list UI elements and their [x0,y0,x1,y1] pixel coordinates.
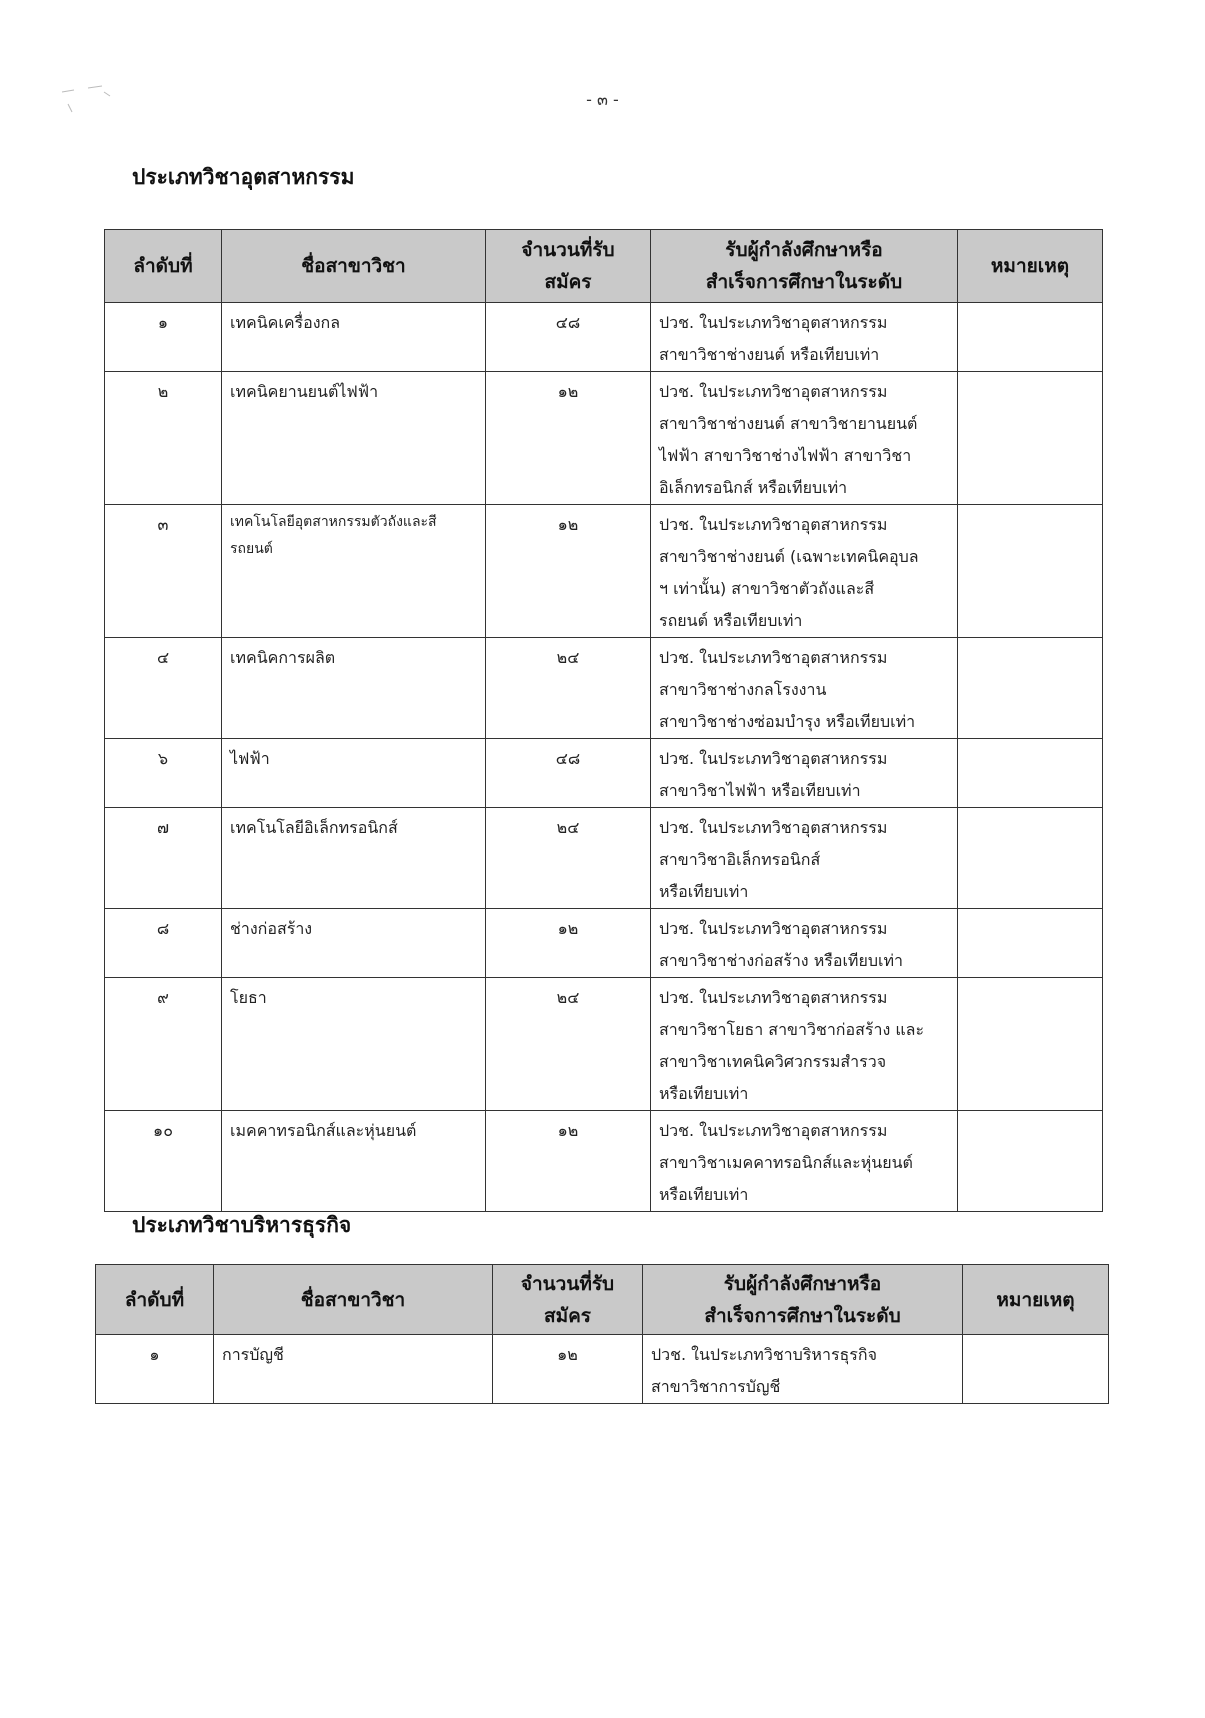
program-name-line: ไฟฟ้า [230,749,270,768]
qualification-line: สาขาวิชาอิเล็กทรอนิกส์ [659,850,821,869]
qualification-line: ปวช. ในประเภทวิชาอุตสาหกรรม [659,313,888,332]
row-number: ๓ [105,505,222,638]
qualification-line: หรือเทียบเท่า [659,1185,749,1204]
program-name [222,372,486,505]
quota-value: ๒๔ [486,978,651,1111]
header-qualification-line: สำเร็จการศึกษาในระดับ [704,1304,901,1327]
row-number: ๑ [105,303,222,372]
remark [958,1111,1103,1212]
qualification-line: สาขาวิชาโยธา สาขาวิชาก่อสร้าง และ [659,1020,925,1039]
header-program-name: ชื่อสาขาวิชา [222,230,486,303]
quota-value: ๔๘ [486,739,651,808]
remark [958,505,1103,638]
remark [958,638,1103,739]
qualification [651,505,958,638]
program-name-line: รถยนต์ [230,541,273,557]
quota-value: ๒๔ [486,808,651,909]
table-row [105,808,1103,909]
program-name [222,978,486,1111]
table-row [105,505,1103,638]
quota-value: ๑๒ [486,505,651,638]
business-course-table [95,1264,1109,1404]
page-number: - ๓ - [586,90,619,109]
qualification-line: หรือเทียบเท่า [659,1084,749,1103]
qualification-line: ฯ เท่านั้น) สาขาวิชาตัวถังและสี [659,579,875,598]
program-name-line: โยธา [230,988,267,1007]
row-number: ๘ [105,909,222,978]
header-no: ลำดับที่ [96,1265,214,1335]
remark [958,303,1103,372]
qualification-line: ปวช. ในประเภทวิชาอุตสาหกรรม [659,382,888,401]
table-row [105,638,1103,739]
qualification-line: สาขาวิชาไฟฟ้า หรือเทียบเท่า [659,781,861,800]
row-number: ๑ [96,1335,214,1404]
qualification [651,978,958,1111]
program-name-line: ช่างก่อสร้าง [230,919,313,938]
qualification-line: ปวช. ในประเภทวิชาอุตสาหกรรม [659,1121,888,1140]
row-number: ๒ [105,372,222,505]
header-program-name: ชื่อสาขาวิชา [214,1265,493,1335]
quota-value: ๑๒ [493,1335,643,1404]
program-name [214,1335,493,1404]
program-name [222,808,486,909]
remark [958,909,1103,978]
program-name [222,303,486,372]
program-name-line: เทคโนโลยีอุตสาหกรรมตัวถังและสี [230,514,437,530]
row-number: ๙ [105,978,222,1111]
table-row [105,1111,1103,1212]
qualification-line: สาขาวิชาช่างยนต์ หรือเทียบเท่า [659,345,880,364]
header-no: ลำดับที่ [105,230,222,303]
quota-value: ๔๘ [486,303,651,372]
quota-value: ๑๒ [486,909,651,978]
qualification-line: ปวช. ในประเภทวิชาอุตสาหกรรม [659,515,888,534]
industrial-rows [105,303,1103,1212]
industrial-course-table [104,229,1103,1212]
qualification-line: สาขาวิชาช่างกลโรงงาน [659,680,827,699]
header-remark: หมายเหตุ [958,230,1103,303]
header-quota-line: สมัคร [544,271,592,293]
program-name-line: เทคโนโลยีอิเล็กทรอนิกส์ [230,818,398,837]
table-row [105,739,1103,808]
row-number: ๑๐ [105,1111,222,1212]
remark [958,978,1103,1111]
qualification-line: ปวช. ในประเภทวิชาอุตสาหกรรม [659,749,888,768]
header-quota-line: จำนวนที่รับ [520,1272,615,1295]
header-qualification-line: รับผู้กำลังศึกษาหรือ [723,1272,882,1295]
qualification-line: ไฟฟ้า สาขาวิชาช่างไฟฟ้า สาขาวิชา [659,446,912,465]
program-name [222,505,486,638]
qualification-line: ปวช. ในประเภทวิชาอุตสาหกรรม [659,648,888,667]
qualification [651,303,958,372]
program-name [222,909,486,978]
section-heading-industrial: ประเภทวิชาอุตสาหกรรม [132,165,355,189]
qualification-line: สาขาวิชาช่างซ่อมบำรุง หรือเทียบเท่า [659,712,916,731]
qualification [651,739,958,808]
header-remark: หมายเหตุ [963,1265,1109,1335]
table-row [105,303,1103,372]
program-name-line: การบัญชี [222,1345,284,1364]
quota-value: ๑๒ [486,1111,651,1212]
program-name-line: เมคคาทรอนิกส์และหุ่นยนต์ [230,1121,417,1140]
table-row [105,978,1103,1111]
header-qualification [651,230,958,303]
qualification-line: สาขาวิชาการบัญชี [651,1377,781,1396]
row-number: ๖ [105,739,222,808]
qualification-line: รถยนต์ หรือเทียบเท่า [659,611,803,630]
qualification [651,1111,958,1212]
quota-value: ๑๒ [486,372,651,505]
section-heading-business: ประเภทวิชาบริหารธุรกิจ [132,1213,352,1237]
qualification [651,638,958,739]
program-name [222,638,486,739]
header-qualification-line: สำเร็จการศึกษาในระดับ [705,271,903,293]
header-quota-line: จำนวนที่รับ [521,239,615,261]
qualification-line: ปวช. ในประเภทวิชาอุตสาหกรรม [659,919,888,938]
qualification-line: ปวช. ในประเภทวิชาบริหารธุรกิจ [651,1345,877,1364]
qualification-line: สาขาวิชาเทคนิควิศวกรรมสำรวจ [659,1052,887,1071]
table-row [105,909,1103,978]
qualification-line: สาขาวิชาช่างก่อสร้าง หรือเทียบเท่า [659,951,903,970]
program-name-line: เทคนิคเครื่องกล [230,313,341,332]
header-qualification [643,1265,963,1335]
remark [963,1335,1109,1404]
remark [958,808,1103,909]
qualification-line: สาขาวิชาช่างยนต์ (เฉพาะเทคนิคอุบล [659,547,919,566]
table-row [105,372,1103,505]
business-rows [96,1335,1109,1404]
program-name-line: เทคนิคการผลิต [230,648,336,667]
qualification [643,1335,963,1404]
qualification-line: ปวช. ในประเภทวิชาอุตสาหกรรม [659,988,888,1007]
qualification [651,372,958,505]
header-quota-line: สมัคร [543,1304,592,1327]
row-number: ๗ [105,808,222,909]
qualification-line: อิเล็กทรอนิกส์ หรือเทียบเท่า [659,478,848,497]
program-name-line: เทคนิคยานยนต์ไฟฟ้า [230,382,379,401]
remark [958,372,1103,505]
quota-value: ๒๔ [486,638,651,739]
table-row [96,1335,1109,1404]
header-quota [486,230,651,303]
qualification [651,808,958,909]
header-quota [493,1265,643,1335]
qualification-line: หรือเทียบเท่า [659,882,749,901]
header-qualification-line: รับผู้กำลังศึกษาหรือ [725,239,883,261]
qualification-line: ปวช. ในประเภทวิชาอุตสาหกรรม [659,818,888,837]
qualification-line: สาขาวิชาช่างยนต์ สาขาวิชายานยนต์ [659,414,918,433]
program-name [222,739,486,808]
qualification-line: สาขาวิชาเมคคาทรอนิกส์และหุ่นยนต์ [659,1153,913,1172]
remark [958,739,1103,808]
qualification [651,909,958,978]
program-name [222,1111,486,1212]
row-number: ๔ [105,638,222,739]
